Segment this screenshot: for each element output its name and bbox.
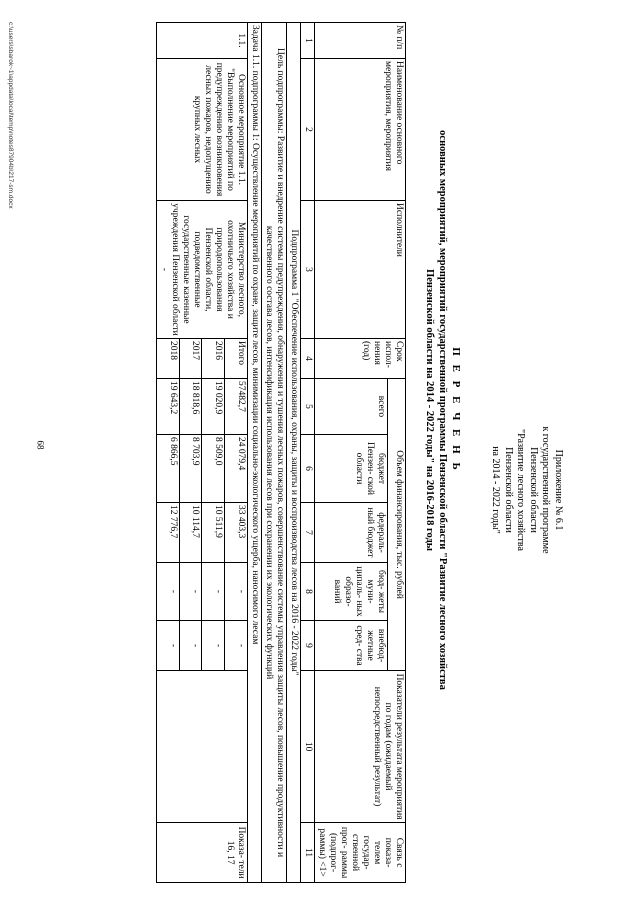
column-number: 3 xyxy=(301,201,315,339)
row-regional: 6 866,5 xyxy=(157,435,180,503)
column-number: 2 xyxy=(301,59,315,201)
row-year: Итого xyxy=(225,339,248,379)
row-regional: 8 703,9 xyxy=(179,435,202,503)
appendix-line: Пензенской области xyxy=(528,447,539,533)
subprogram-row xyxy=(287,23,301,883)
row-federal: 33 403,3 xyxy=(225,503,248,563)
row-municipal: - xyxy=(225,563,248,621)
header-regional: бюджет Пензен- ской области xyxy=(315,435,388,503)
column-number: 8 xyxy=(301,563,315,621)
header-funding: Объем финансирования, тыс. рублей xyxy=(388,379,406,671)
file-path-footer: c:\users\sbarok~1\appdata\local\temp\notes87904b\217-sm.docx xyxy=(7,22,14,209)
measure-indicators xyxy=(157,671,248,823)
measure-number: 1.1. xyxy=(157,23,248,59)
title-line-1: основных мероприятий, мероприятий государственной программы Пензенской области "Развитие лесного хозяйства xyxy=(437,130,448,690)
row-year: 2016 xyxy=(202,339,225,379)
subprogram-title: Подпрограмма 1 "Обеспечение использования, охраны, защиты и воспроизводства лесов на 2016 - 2022 годы" xyxy=(287,23,301,883)
column-number: 7 xyxy=(301,503,315,563)
subprogram-task: Задача 1.1. подпрограммы 1: Осуществление мероприятий по охране, защите лесов, минимизации социально-экологического ущерба, наносимого лесам xyxy=(248,23,262,883)
row-regional: 8 509,0 xyxy=(202,435,225,503)
row-regional: 24 079,4 xyxy=(225,435,248,503)
row-municipal: - xyxy=(157,563,180,621)
row-year: 2018 xyxy=(157,339,180,379)
appendix-line: Приложение № 6.1 xyxy=(553,449,564,531)
header-federal: федераль- ный бюджет xyxy=(315,503,388,563)
row-federal: 10 114,7 xyxy=(179,503,202,563)
row-offbudget: - xyxy=(225,621,248,671)
row-total: 19 020,9 xyxy=(202,379,225,435)
appendix-line: на 2014 - 2022 годы" xyxy=(490,446,502,534)
table-row xyxy=(225,23,248,883)
header-term: Срок испол- нения (год) xyxy=(315,339,406,379)
column-number: 1 xyxy=(301,23,315,59)
row-federal: 10 511,9 xyxy=(202,503,225,563)
appendix-block xyxy=(489,400,564,580)
row-offbudget: - xyxy=(179,621,202,671)
row-offbudget: - xyxy=(157,621,180,671)
header-executors: Исполнители xyxy=(315,201,406,339)
column-number: 9 xyxy=(301,621,315,671)
header-indicators: Показатели результата мероприятия по годам (ожидаемый непосредственный результат) xyxy=(315,671,406,823)
header-num: № п/п xyxy=(315,23,406,59)
header-name: Наименование основного мероприятия, мероприятия xyxy=(315,59,406,201)
row-total: 57482,7 xyxy=(225,379,248,435)
goal-row xyxy=(262,23,287,883)
header-offbudget: внебюд- жетные сред- ства xyxy=(315,621,388,671)
row-total: 19 643,2 xyxy=(157,379,180,435)
column-number: 4 xyxy=(301,339,315,379)
header-municipal: бюд- жеты муни- ципаль- ных образо- ваний xyxy=(315,563,388,621)
measure-link: Показа- тели 16, 17 xyxy=(157,823,248,883)
column-number: 5 xyxy=(301,379,315,435)
column-number-row xyxy=(301,23,315,883)
column-number: 6 xyxy=(301,435,315,503)
appendix-line: "Развитие лесного хозяйства xyxy=(515,429,527,551)
measure-name: Основное мероприятие 1.1. "Выполнение мероприятий по предупреждению возникновения лесных пожаров, недопущению крупных лесных xyxy=(157,59,248,201)
task-row xyxy=(248,23,262,883)
document-title xyxy=(423,90,462,730)
row-federal: 12 776,7 xyxy=(157,503,180,563)
measure-executor: Министерство лесного, охотничьего хозяйства и природопользования Пензенской области, подведомственные государственные казенные учреждения Пензенской области - xyxy=(157,201,248,339)
measures-table xyxy=(156,22,406,883)
row-municipal: - xyxy=(179,563,202,621)
header-total: всего xyxy=(315,379,388,435)
row-total: 18 818,6 xyxy=(179,379,202,435)
title-line-2: Пензенской области на 2014 - 2022 годы" на 2016-2018 годы xyxy=(424,269,435,551)
row-municipal: - xyxy=(202,563,225,621)
appendix-line: к государственной программе xyxy=(540,426,552,554)
header-link: Связь с показа- телем государ- ственной прог- раммы (подпрог- раммы) <1> xyxy=(315,823,406,883)
column-number: 11 xyxy=(301,823,315,883)
header-row-1 xyxy=(388,23,406,883)
appendix-line: Пензенской области xyxy=(503,447,514,533)
row-year: 2017 xyxy=(179,339,202,379)
page-number: 68 xyxy=(35,440,46,450)
column-number: 10 xyxy=(301,671,315,823)
title-heading: П Е Р Е Ч Е Н Ь xyxy=(450,347,462,473)
row-offbudget: - xyxy=(202,621,225,671)
subprogram-goal: Цель подпрограммы: Развитие и внедрение системы предупреждения, обнаружения и тушения лесных пожаров, совершенствование системы управления защиты лесов, повышение продуктивности и качественного состава лесов, интенсификация использования лесов при сохранении их экологических функций xyxy=(262,23,287,883)
